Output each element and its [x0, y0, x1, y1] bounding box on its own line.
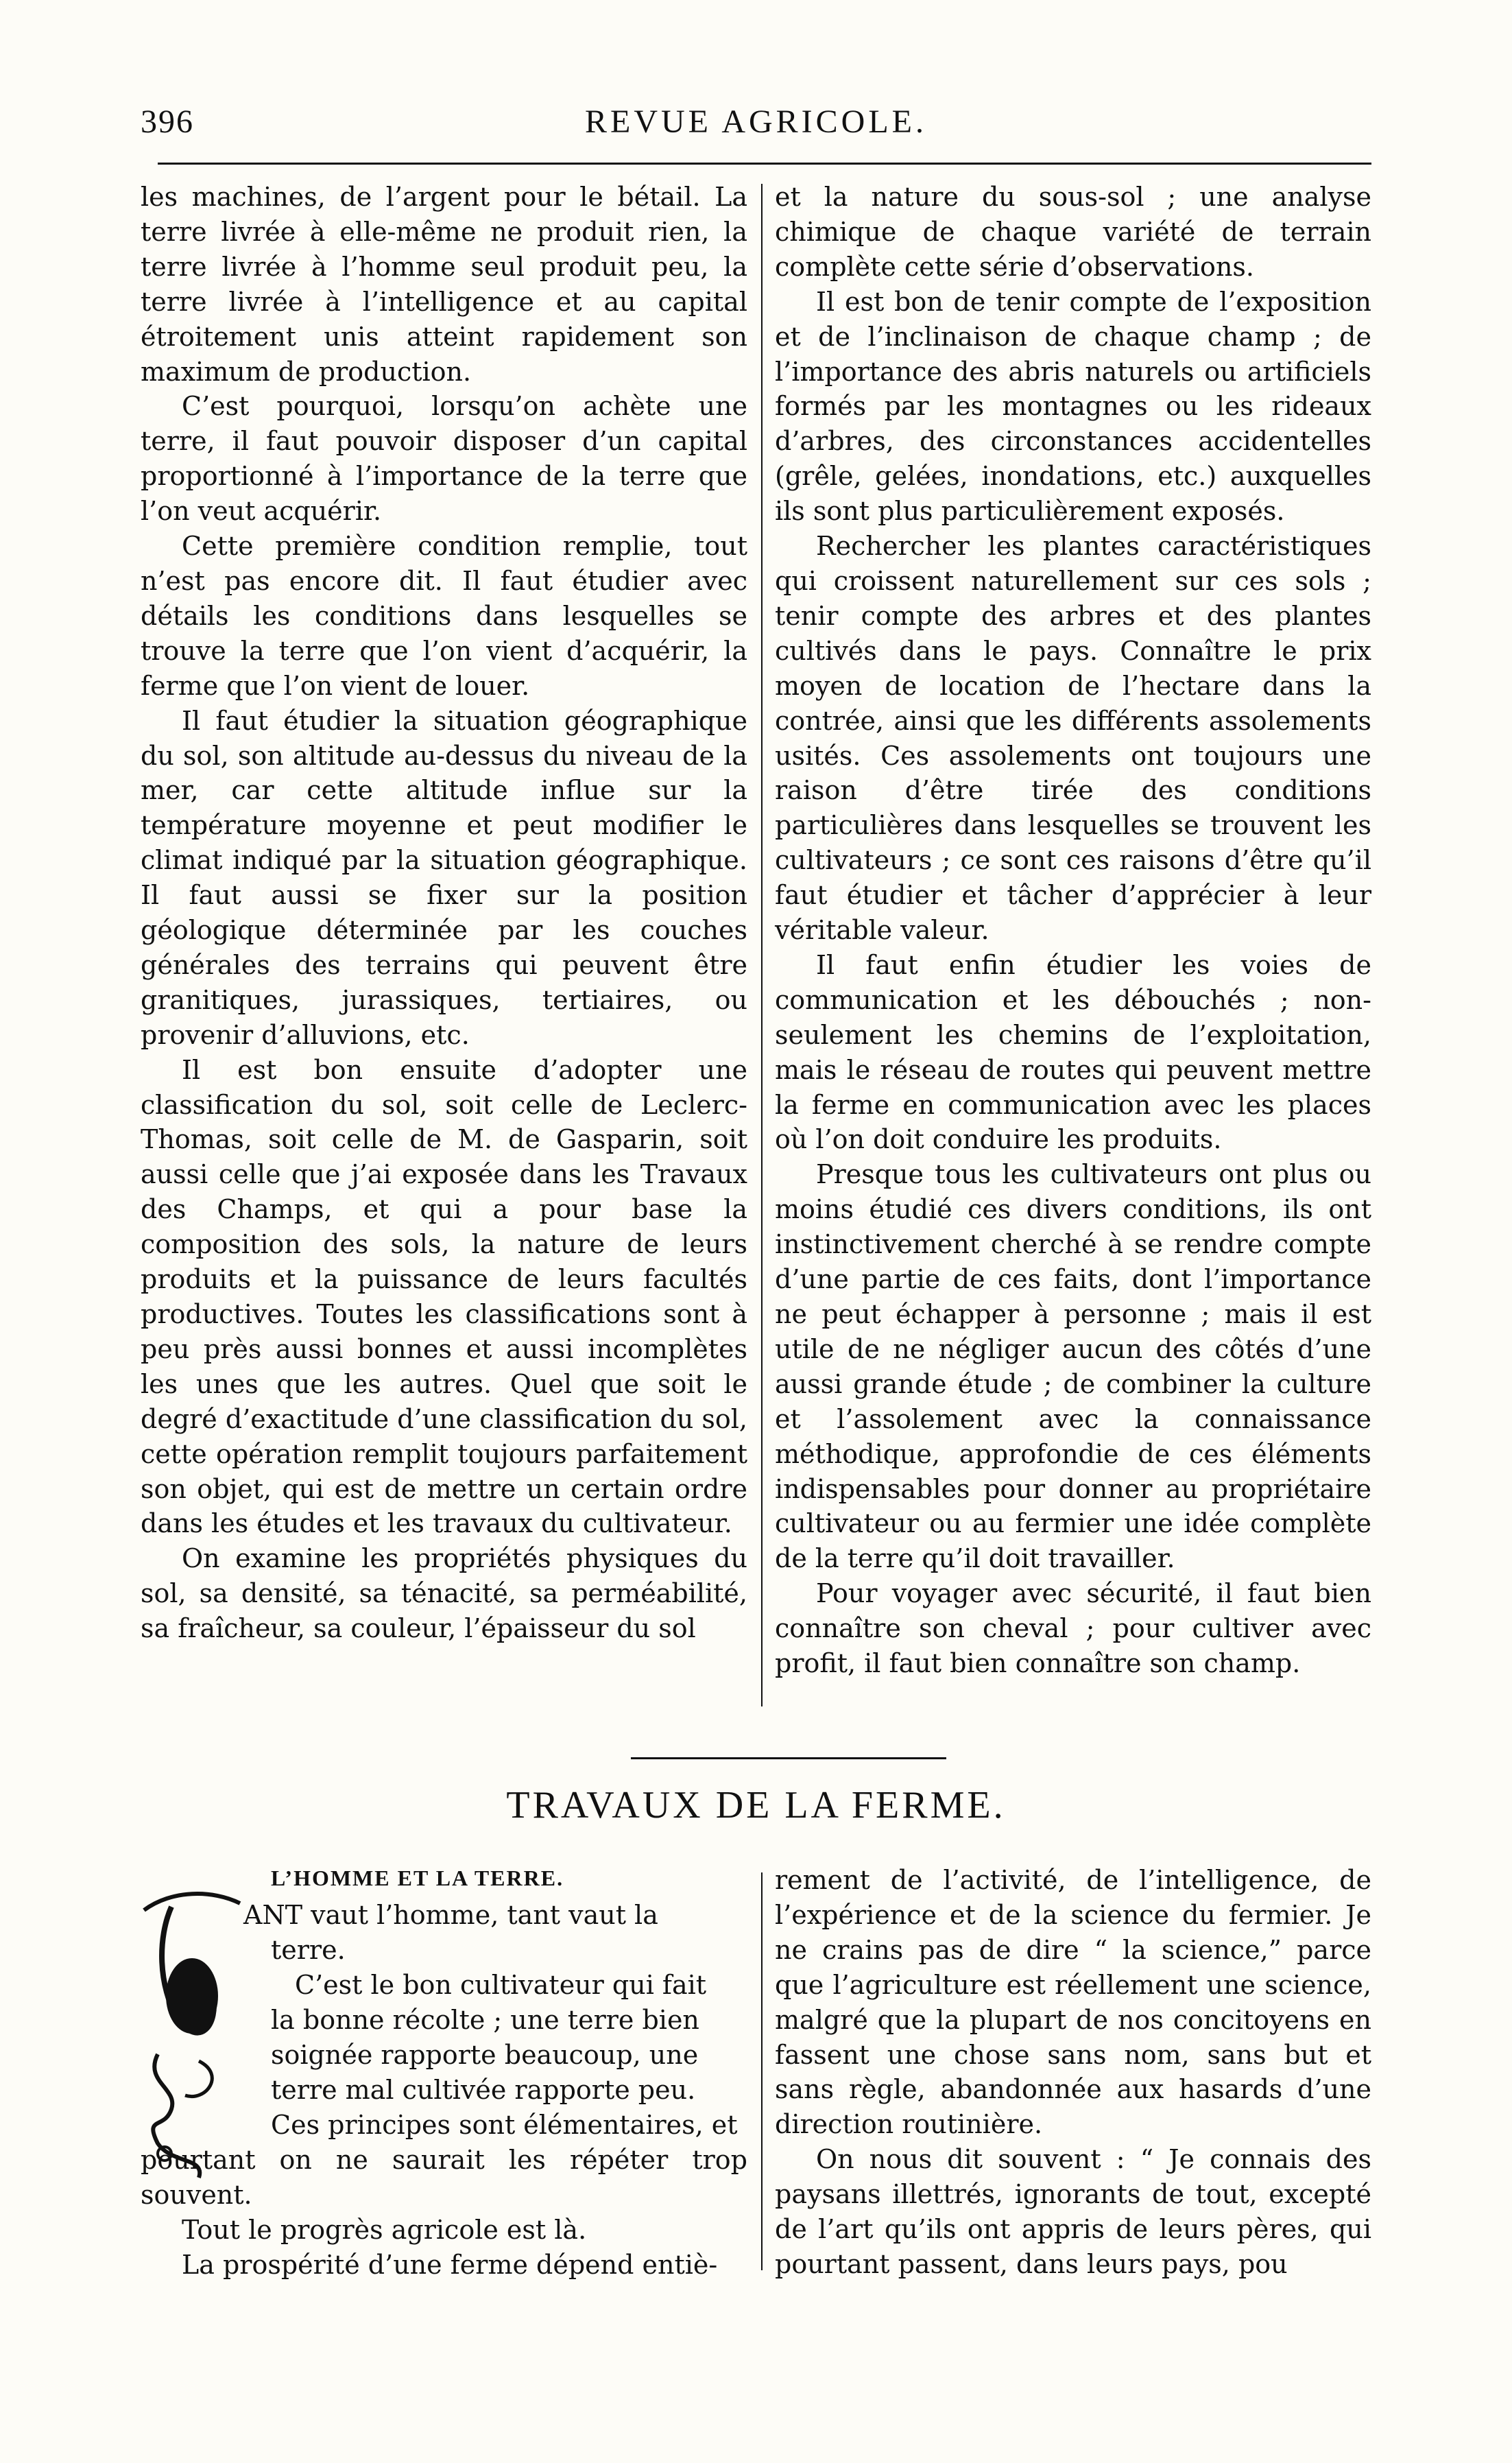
paragraph: Tout le progrès agricole est là.	[182, 2214, 587, 2245]
paragraph: et la nature du sous-sol ; une analyse chimique de chaque variété de terrain complète cette série d’observations.	[775, 182, 1371, 282]
ornamental-dropcap-icon	[130, 1883, 247, 2185]
bottom-right-column	[775, 1863, 1371, 2282]
paragraph: Il faut enfin étudier les voies de communication et les débouchés ; non-seulement les chemins de l’exploitation, mais le réseau de routes qui peuvent mettre la ferme en communication avec les places où l’on doit conduire les produits.	[775, 949, 1371, 1155]
page-number: 396	[141, 104, 194, 140]
top-right-column	[775, 180, 1371, 1681]
header-rule	[158, 163, 1371, 165]
cap-line: C’est le bon cultivateur qui fait	[295, 1970, 707, 2000]
cap-line: terre mal cultivée rapporte peu.	[271, 2075, 696, 2105]
cap-line: ANT vaut l’homme, tant vaut la	[243, 1900, 658, 1930]
cap-line: Ces principes sont élémentaires, et	[271, 2110, 738, 2140]
top-left-column	[141, 180, 747, 1646]
running-header	[141, 103, 1371, 151]
cap-line: terre.	[271, 1935, 346, 1965]
paragraph: pourtant on ne saurait les répéter trop souvent.	[141, 2145, 747, 2210]
bottom-left-column	[141, 2143, 747, 2283]
paragraph: Il est bon de tenir compte de l’exposition et de l’inclinaison de chaque champ ; de l’importance des abris naturels ou artificiels formés par les montagnes ou les rideaux d’arbres, des circonstances accidentelles (grêle, gelées, inondations, etc.) auxquelles ils sont plus particulièrement exposés.	[775, 286, 1371, 527]
column-divider-top	[761, 184, 763, 1706]
paragraph: rement de l’activité, de l’intelligence, de l’expérience et de la science du fermier. Je ne crains pas de dire “ la science,” parce que l’agriculture est réellement une science, malgré que la plupart de nos concitoyens en fassent une chose sans nom, sans but et sans règle, abandonnée aux hasards d’une direction routinière.	[775, 1865, 1371, 2140]
section-rule	[631, 1757, 946, 1759]
column-divider-bottom	[761, 1872, 763, 2270]
paragraph: Rechercher les plantes caractéristiques qui croissent naturellement sur ces sols ; tenir compte des arbres et des plantes cultivés dans le pays. Connaître le prix moyen de location de l’hectare dans la contrée, ainsi que les différents assolements usités. Ces assolements ont toujours une raison d’être tirée des conditions particulières dans lesquelles se trouvent les cultivateurs ; ce sont ces raisons d’être qu’il faut étudier et tâcher d’apprécier à leur véritable valeur.	[775, 531, 1371, 946]
paragraph: On examine les propriétés physiques du sol, sa densité, sa ténacité, sa perméabilité, sa fraîcheur, sa couleur, l’épaisseur du sol	[141, 1543, 747, 1644]
paragraph: Presque tous les cultivateurs ont plus ou moins étudié ces divers conditions, ils ont instinctivement cherché à se rendre compte d’une partie de ces faits, dont l’importance ne peut échapper à personne ; mais il est utile de ne négliger aucun des côtés d’une aussi grande étude ; de combiner la culture et l’assolement avec la connaissance méthodique, approfondie de ces éléments indispensables pour donner au propriétaire cultivateur ou au fermier une idée complète de la terre qu’il doit travailler.	[775, 1159, 1371, 1574]
paragraph: C’est pourquoi, lorsqu’on achète une terre, il faut pouvoir disposer d’un capital proportionné à l’importance de la terre que l’on veut acquérir.	[141, 391, 747, 527]
paragraph: les machines, de l’argent pour le bétail. La terre livrée à elle-même ne produit rien, la terre livrée à l’homme seul produit peu, la terre livrée à l’intelligence et au capital étroitement unis atteint rapidement son maximum de production.	[141, 182, 747, 387]
paragraph: Il est bon ensuite d’adopter une classification du sol, soit celle de Leclerc-Thomas, soit celle de M. de Gasparin, soit aussi celle que j’ai exposée dans les Travaux des Champs, et qui a pour base la composition des sols, la nature de leurs produits et la puissance de leurs facultés productives. Toutes les classifications sont à peu près aussi bonnes et aussi incomplètes les unes que les autres. Quel que soit le degré d’exactitude d’une classification du sol, cette opération remplit toujours parfaitement son objet, qui est de mettre un certain ordre dans les études et les travaux du cultivateur.	[141, 1054, 747, 1539]
section-title: TRAVAUX DE LA FERME.	[506, 1784, 1006, 1827]
paragraph: Pour voyager avec sécurité, il faut bien connaître son cheval ; pour cultiver avec profit, il faut bien connaître son champ.	[775, 1578, 1371, 1679]
cap-line: soignée rapporte beaucoup, une	[271, 2040, 699, 2070]
paragraph: Cette première condition remplie, tout n’est pas encore dit. Il faut étudier avec détails les conditions dans lesquelles se trouve la terre que l’on vient d’acquérir, la ferme que l’on vient de louer.	[141, 531, 747, 701]
paragraph: On nous dit souvent : “ Je connais des paysans illettrés, ignorants de tout, excepté de l’art qu’ils ont appris de leurs pères, qui pourtant passent, dans leurs pays, pou	[775, 2144, 1371, 2279]
paragraph: La prospérité d’une ferme dépend entiè-	[182, 2249, 718, 2280]
paragraph: Il faut étudier la situation géographique du sol, son altitude au-dessus du niveau de la mer, car cette altitude influe sur la température moyenne et peut modifier le climat indiqué par la situation géographique. Il faut aussi se fixer sur la position géologique déterminée par les couches générales des terrains qui peuvent être granitiques, jurassiques, tertiaires, ou provenir d’alluvions, etc.	[141, 705, 747, 1050]
article-subtitle: L’HOMME ET LA TERRE.	[271, 1866, 564, 1890]
running-title: REVUE AGRICOLE.	[585, 104, 927, 140]
cap-line: la bonne récolte ; une terre bien	[271, 2005, 699, 2035]
